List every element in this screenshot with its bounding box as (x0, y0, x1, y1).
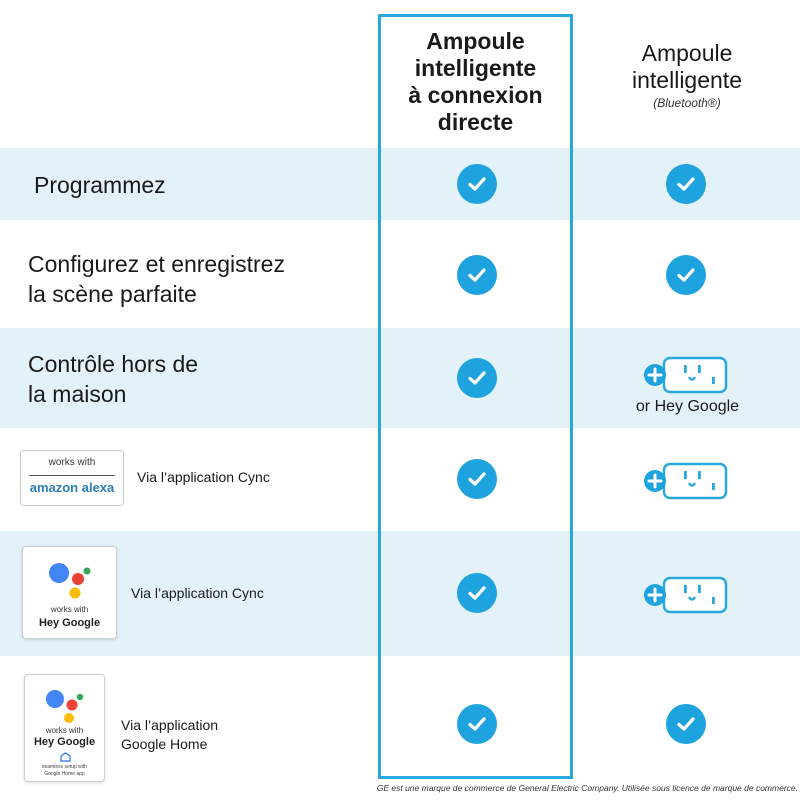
google-logo-2-tiny-text-2: Google Home app (44, 771, 85, 777)
header-bluetooth-line1: Ampoule (641, 40, 733, 66)
smart-plug-icon (640, 353, 740, 397)
alexa-logo-rule (29, 475, 115, 476)
via-google-home-line2: Google Home (121, 736, 208, 752)
header-direct-line3: à connexion (408, 82, 543, 108)
smart-plug-icon (640, 573, 740, 617)
header-bluetooth-line2: intelligente (632, 67, 742, 93)
feature-programmez-line1: Programmez (34, 172, 166, 198)
feature-scene-line1: Configurez et enregistrez (28, 251, 285, 277)
via-text-google-home (121, 716, 218, 754)
check-icon (457, 459, 497, 499)
google-logo-2-small-text: works with (45, 726, 84, 735)
feature-scene-line2: la scène parfaite (28, 281, 197, 307)
google-logo-2-bold-text: Hey Google (33, 736, 96, 748)
header-direct-line1: Ampoule (426, 28, 525, 54)
feature-controle-line2: la maison (28, 381, 127, 407)
header-direct-line2: intelligente (414, 55, 537, 81)
feature-label-programmez (34, 170, 166, 200)
google-assistant-dots-icon (23, 553, 118, 603)
google-logo-1-small-text: works with (50, 605, 89, 614)
via-alexa-line1: Via l’application Cync (137, 469, 270, 485)
google-home-icon (25, 752, 106, 762)
via-google-home-line1: Via l’application (121, 717, 219, 733)
column-header-direct (378, 28, 573, 136)
trademark-footnote: GE est une marque de commerce de General Electric Company. Utilisée sous licence de marque de commerce. (376, 783, 798, 793)
feature-label-scene (28, 249, 285, 309)
check-icon (457, 704, 497, 744)
via-text-alexa (137, 468, 270, 487)
smart-plug-icon (640, 459, 740, 503)
google-logo-2-tiny-text-1: seamless setup with (41, 764, 88, 770)
hey-google-home-logo (24, 674, 105, 782)
check-icon (457, 255, 497, 295)
header-direct-line4: directe (437, 109, 514, 135)
google-assistant-dots-icon-2 (25, 681, 106, 727)
check-icon (666, 255, 706, 295)
check-icon (666, 164, 706, 204)
alexa-logo-brand-text: amazon alexa (29, 480, 115, 495)
alexa-logo-top-text: works with (48, 457, 96, 468)
check-icon (457, 164, 497, 204)
check-icon (457, 358, 497, 398)
check-icon (457, 573, 497, 613)
google-logo-1-bold-text: Hey Google (38, 617, 101, 629)
column-header-bluetooth (592, 40, 782, 110)
feature-label-controle (28, 349, 198, 409)
header-bluetooth-sub: (Bluetooth®) (653, 96, 721, 110)
works-with-hey-google-logo (22, 546, 117, 639)
plug-note-text: or Hey Google (635, 398, 740, 415)
works-with-alexa-logo (20, 450, 124, 506)
via-google-line1: Via l’application Cync (131, 585, 264, 601)
via-text-hey-google (131, 584, 264, 603)
check-icon (666, 704, 706, 744)
feature-controle-line1: Contrôle hors de (28, 351, 199, 377)
